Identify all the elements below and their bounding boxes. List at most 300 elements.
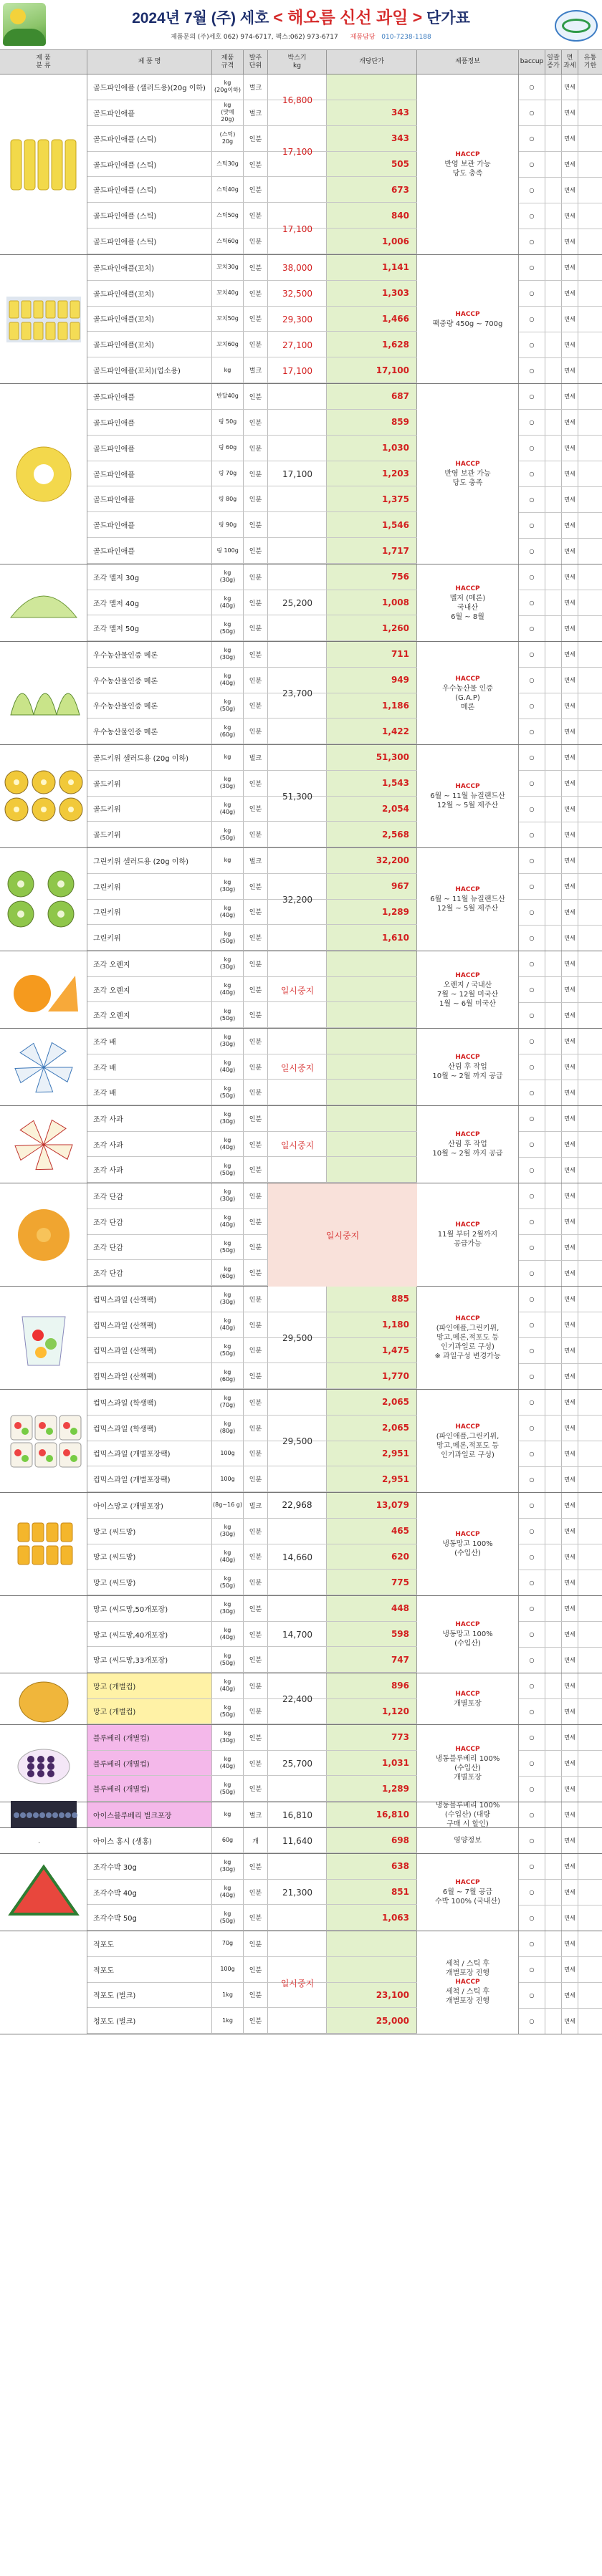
shelf-life-cell [578, 1003, 602, 1028]
order-unit: 인분 [244, 1854, 268, 1879]
product-spec: 링 70g [212, 461, 244, 486]
shelf-life-cell [578, 1751, 602, 1776]
orange-image [0, 951, 87, 1028]
table-row[interactable] [87, 100, 417, 126]
product-name: 조각 오렌지 [87, 977, 212, 1002]
table-row[interactable] [87, 797, 417, 822]
kg-price-cell: 22,968 [268, 1493, 327, 1518]
increase-cell [545, 436, 562, 461]
increase-cell [545, 1751, 562, 1776]
shelf-life-cell [578, 1570, 602, 1595]
shelf-life-cell [578, 1287, 602, 1312]
increase-cell [545, 616, 562, 641]
baccup-mark: ○ [519, 100, 545, 125]
kg-price-cell [268, 384, 327, 409]
info-line: 당도 충족 [452, 479, 483, 487]
kg-price-cell [268, 1699, 327, 1724]
table-row[interactable] [87, 1905, 417, 1931]
product-name: 골드키위 [87, 822, 212, 847]
table-row[interactable] [87, 1493, 417, 1519]
info-line: 당도 충족 [452, 170, 483, 178]
product-name: 망고 (개별컵) [87, 1699, 212, 1724]
table-row[interactable] [87, 1802, 417, 1827]
table-row[interactable] [87, 177, 417, 203]
table-row[interactable] [87, 951, 417, 977]
table-row[interactable] [87, 1260, 417, 1286]
product-spec: kg (50g) [212, 1235, 244, 1260]
order-unit: 인분 [244, 1905, 268, 1930]
shelf-life-cell [578, 1054, 602, 1080]
table-row[interactable] [87, 2008, 417, 2034]
kg-price-cell [268, 925, 327, 950]
baccup-mark: ○ [519, 332, 545, 357]
table-row[interactable] [87, 1466, 417, 1492]
table-row[interactable] [87, 1828, 417, 1853]
unit-price [327, 1002, 417, 1027]
shelf-life-cell [578, 100, 602, 125]
info-line: 오렌지 / 국내산 [443, 981, 492, 989]
order-unit: 인분 [244, 1957, 268, 1982]
flag-row [519, 1106, 602, 1132]
product-spec: 스틱60g [212, 229, 244, 254]
product-name: 골드파인애플 (스틱) [87, 203, 212, 228]
order-unit: 인분 [244, 1157, 268, 1182]
kg-price: 일시중지 [268, 1183, 417, 1287]
product-spec: kg (30g) [212, 1183, 244, 1208]
baccup-mark: ○ [519, 178, 545, 203]
table-row[interactable] [87, 590, 417, 616]
baccup-mark: ○ [519, 487, 545, 512]
table-row[interactable] [87, 461, 417, 487]
col-tax: 면 과세 [562, 50, 578, 74]
table-row[interactable] [87, 1338, 417, 1364]
product-info [417, 745, 519, 847]
kg-price-cell [268, 1312, 327, 1337]
table-row[interactable] [87, 771, 417, 797]
table-row[interactable] [87, 255, 417, 281]
flag-row [519, 1441, 602, 1467]
table-row[interactable] [87, 668, 417, 693]
baccup-mark: ○ [519, 1493, 545, 1518]
shelf-life-cell [578, 1699, 602, 1724]
order-unit: 인분 [244, 436, 268, 461]
table-row[interactable] [87, 693, 417, 719]
kg-price-cell [268, 1132, 327, 1157]
flag-row [519, 590, 602, 616]
tax-status: 면세 [562, 951, 578, 976]
product-spec: kg (30g) [212, 564, 244, 590]
table-row[interactable] [87, 486, 417, 512]
table-row[interactable] [87, 357, 417, 383]
baccup-mark: ○ [519, 874, 545, 899]
table-row[interactable] [87, 1441, 417, 1467]
flag-row [519, 926, 602, 951]
table-row[interactable] [87, 538, 417, 564]
product-spec: kg (맛예 20g) [212, 100, 244, 125]
group-rows [87, 642, 417, 744]
table-row[interactable] [87, 1596, 417, 1622]
shelf-life-cell [578, 1183, 602, 1208]
tax-status: 면세 [562, 1183, 578, 1208]
table-row[interactable] [87, 745, 417, 771]
table-row[interactable] [87, 1544, 417, 1570]
flag-row [519, 2009, 602, 2034]
increase-cell [545, 1003, 562, 1028]
kg-price-cell [268, 745, 327, 770]
haccp-label: HACCP [455, 1531, 480, 1538]
baccup-mark: ○ [519, 436, 545, 461]
product-name: 조각 단감 [87, 1235, 212, 1260]
kg-price-cell [268, 1802, 327, 1827]
table-row[interactable] [87, 1699, 417, 1725]
kg-price: 17,100 [282, 469, 312, 479]
table-row[interactable] [87, 1235, 417, 1261]
product-group [0, 1854, 602, 1931]
kg-price-cell [268, 1854, 327, 1879]
haccp-label: HACCP [455, 1315, 480, 1322]
info-line: 냉동블루베리 100% [435, 1754, 500, 1763]
baccup-mark: ○ [519, 1983, 545, 2008]
order-unit: 인분 [244, 1312, 268, 1337]
price-table [0, 50, 602, 2034]
table-row[interactable] [87, 1029, 417, 1054]
kg-price-cell [268, 642, 327, 667]
info-line: 공급가능 [454, 1240, 482, 1248]
contact-phone[interactable]: 010-7238-1188 [381, 34, 431, 41]
tax-status: 면세 [562, 1751, 578, 1776]
table-row[interactable] [87, 925, 417, 951]
table-row[interactable] [87, 436, 417, 461]
shelf-life-cell [578, 1209, 602, 1234]
kg-price-cell [268, 1466, 327, 1491]
table-row[interactable] [87, 900, 417, 926]
increase-cell [545, 539, 562, 564]
kg-price-cell [268, 564, 327, 590]
product-name: 골드파인애플 (스틱) [87, 126, 212, 151]
info-line: 산림 후 작업 [448, 1063, 487, 1071]
table-row[interactable] [87, 1080, 417, 1105]
product-name: 망고 (씨드망) [87, 1544, 212, 1570]
table-row[interactable] [87, 75, 417, 100]
flag-row [519, 1261, 602, 1286]
table-row[interactable] [87, 1390, 417, 1416]
group-flags [519, 384, 602, 564]
order-unit: 인분 [244, 925, 268, 950]
baccup-mark: ○ [519, 1364, 545, 1389]
increase-cell [545, 1467, 562, 1492]
table-row[interactable] [87, 1647, 417, 1673]
watermelon-image [0, 1854, 87, 1931]
increase-cell [545, 822, 562, 847]
baccup-mark: ○ [519, 642, 545, 667]
melon-chunks-image [0, 564, 87, 641]
unit-price: 23,100 [327, 1983, 417, 2008]
unit-price: 698 [327, 1828, 417, 1852]
tax-status: 면세 [562, 1596, 578, 1621]
baccup-mark: ○ [519, 255, 545, 280]
baccup-mark: ○ [519, 1905, 545, 1931]
order-unit: 인분 [244, 486, 268, 511]
increase-cell [545, 513, 562, 538]
unit-price: 1,770 [327, 1363, 417, 1388]
unit-price: 2,568 [327, 822, 417, 847]
product-spec: 60g [212, 1828, 244, 1852]
kg-price-cell [268, 1106, 327, 1131]
flag-row [519, 1983, 602, 2009]
order-unit: 인분 [244, 951, 268, 976]
order-unit: 인분 [244, 1235, 268, 1260]
shelf-life-cell [578, 255, 602, 280]
order-unit: 벌크 [244, 357, 268, 383]
table-row[interactable] [87, 1931, 417, 1957]
shelf-life-cell [578, 797, 602, 822]
table-row[interactable] [87, 642, 417, 668]
baccup-mark: ○ [519, 1287, 545, 1312]
product-name: 우수농산물인증 메론 [87, 668, 212, 693]
table-row[interactable] [87, 332, 417, 357]
kg-price: 21,300 [282, 1888, 312, 1898]
product-name: 조각 단감 [87, 1209, 212, 1234]
increase-cell [545, 1983, 562, 2008]
table-row[interactable] [87, 1416, 417, 1441]
product-spec: kg (50g) [212, 1338, 244, 1363]
shelf-life-cell [578, 203, 602, 229]
table-row[interactable] [87, 512, 417, 538]
table-row[interactable] [87, 1519, 417, 1544]
kg-price-cell [268, 1570, 327, 1595]
increase-cell [545, 797, 562, 822]
flag-row [519, 255, 602, 281]
product-name: 골드파인애플 [87, 486, 212, 511]
flag-row [519, 1648, 602, 1673]
product-spec: kg (60g) [212, 1363, 244, 1388]
table-row[interactable] [87, 152, 417, 178]
baccup-mark: ○ [519, 1931, 545, 1956]
table-row[interactable] [87, 1957, 417, 1983]
small-mark-image [0, 1828, 87, 1853]
unit-price: 1,289 [327, 900, 417, 925]
table-row[interactable] [87, 1673, 417, 1699]
table-row[interactable] [87, 1209, 417, 1235]
info-line: 메론 [460, 703, 475, 711]
product-spec: 링 60g [212, 436, 244, 461]
shelf-life-cell [578, 719, 602, 744]
table-row[interactable] [87, 1983, 417, 2009]
flag-row [519, 900, 602, 926]
kg-price: 29,500 [282, 1333, 312, 1343]
table-row[interactable] [87, 126, 417, 152]
group-flags [519, 1673, 602, 1724]
table-row[interactable] [87, 1776, 417, 1802]
order-unit: 인분 [244, 203, 268, 228]
group-rows [87, 848, 417, 951]
table-row[interactable] [87, 1287, 417, 1312]
table-row[interactable] [87, 203, 417, 229]
tax-status: 면세 [562, 1209, 578, 1234]
product-spec: kg (50g) [212, 925, 244, 950]
product-name: 컵믹스과일 (산책팩) [87, 1287, 212, 1312]
tax-status: 면세 [562, 281, 578, 306]
table-row[interactable] [87, 1622, 417, 1648]
table-row[interactable] [87, 1751, 417, 1777]
shelf-life-cell [578, 822, 602, 847]
kg-price-cell [268, 461, 327, 486]
kg-price-cell [268, 126, 327, 151]
kg-price-cell [268, 1054, 327, 1080]
product-spec: kg (40g) [212, 900, 244, 925]
kg-price: 38,000 [282, 263, 312, 273]
shelf-life-cell [578, 539, 602, 564]
table-row[interactable] [87, 1002, 417, 1028]
unit-price: 343 [327, 126, 417, 151]
unit-price [327, 1931, 417, 1956]
product-name: 아이스블루베리 벌크포장 [87, 1802, 212, 1827]
group-rows [87, 1596, 417, 1673]
mango-cubes-image [0, 1596, 87, 1673]
unit-price: 638 [327, 1854, 417, 1879]
table-row[interactable] [87, 1880, 417, 1905]
kg-price: 22,400 [282, 1694, 312, 1704]
table-row[interactable] [87, 229, 417, 254]
order-unit: 인분 [244, 719, 268, 744]
order-unit: 인분 [244, 1983, 268, 2008]
product-name: 골드키위 [87, 771, 212, 796]
baccup-mark: ○ [519, 1261, 545, 1286]
info-line: 7월 ~ 12월 미국산 [436, 990, 499, 999]
info-line: ※ 과일구성 변경가능 [434, 1352, 501, 1360]
product-group [0, 1183, 602, 1287]
unit-price: 949 [327, 668, 417, 693]
increase-cell [545, 1854, 562, 1879]
table-row[interactable] [87, 384, 417, 410]
shelf-life-cell [578, 281, 602, 306]
kg-price-cell [268, 874, 327, 899]
flag-row [519, 1673, 602, 1699]
table-row[interactable] [87, 1854, 417, 1880]
info-line: 개별포장 진행 [445, 1969, 490, 1977]
sheet-subline: 제품문의 (주)세호 062) 974-6717, 팩스:062) 973-6717 제품담당 010-7238-1188 [171, 34, 431, 41]
tax-status: 면세 [562, 1054, 578, 1080]
product-spec: 꼬치40g [212, 281, 244, 306]
unit-price: 1,289 [327, 1776, 417, 1801]
tax-status: 면세 [562, 126, 578, 151]
haccp-label: HACCP [455, 151, 480, 158]
table-row[interactable] [87, 307, 417, 332]
shelf-life-cell [578, 1725, 602, 1750]
table-row[interactable] [87, 1363, 417, 1389]
product-info [417, 1183, 519, 1286]
tax-status: 면세 [562, 822, 578, 847]
unit-price: 620 [327, 1544, 417, 1570]
kg-price-cell [268, 538, 327, 563]
table-row[interactable] [87, 1725, 417, 1751]
tax-status: 면세 [562, 100, 578, 125]
increase-cell [545, 487, 562, 512]
table-row[interactable] [87, 564, 417, 590]
baccup-mark: ○ [519, 152, 545, 177]
baccup-mark: ○ [519, 771, 545, 796]
order-unit: 인분 [244, 1441, 268, 1466]
order-unit: 인분 [244, 1647, 268, 1672]
increase-cell [545, 229, 562, 254]
table-row[interactable] [87, 822, 417, 847]
flag-row [519, 1003, 602, 1028]
mango-image [0, 1493, 87, 1595]
flag-row [519, 951, 602, 977]
kg-price: 11,640 [282, 1836, 312, 1846]
baccup-mark: ○ [519, 1235, 545, 1260]
order-unit: 벌크 [244, 745, 268, 770]
order-unit: 인분 [244, 668, 268, 693]
haccp-label: HACCP [455, 310, 480, 318]
table-row[interactable] [87, 1054, 417, 1080]
table-row[interactable] [87, 1106, 417, 1132]
baccup-mark: ○ [519, 1158, 545, 1183]
info-line: (수입산) [454, 1640, 481, 1648]
flag-row [519, 1854, 602, 1880]
product-name: 망고 (씨드망,50개포장) [87, 1596, 212, 1621]
baccup-mark: ○ [519, 513, 545, 538]
flag-row [519, 1828, 602, 1853]
group-rows [87, 1854, 417, 1931]
unit-price: 673 [327, 177, 417, 202]
product-name: 그린키위 [87, 900, 212, 925]
table-row[interactable] [87, 977, 417, 1003]
increase-cell [545, 1106, 562, 1131]
unit-price: 2,065 [327, 1390, 417, 1415]
unit-price: 859 [327, 410, 417, 435]
product-spec: 스틱30g [212, 152, 244, 177]
table-row[interactable] [87, 615, 417, 641]
table-row[interactable] [87, 1132, 417, 1158]
product-info [417, 1596, 519, 1673]
table-row[interactable] [87, 1157, 417, 1183]
table-row[interactable] [87, 410, 417, 436]
table-row[interactable] [87, 874, 417, 900]
table-row[interactable] [87, 1570, 417, 1595]
baccup-mark: ○ [519, 977, 545, 1002]
table-row[interactable] [87, 281, 417, 307]
table-row[interactable] [87, 848, 417, 874]
product-spec: 링 100g [212, 538, 244, 563]
col-name: 제 품 명 [87, 50, 212, 74]
pineapple-skewers-image [0, 255, 87, 383]
table-row[interactable] [87, 1183, 417, 1209]
product-spec: 100g [212, 1957, 244, 1982]
product-spec: 100g [212, 1441, 244, 1466]
product-name: 골드파인애플(꼬치)(업소용) [87, 357, 212, 383]
order-unit: 인분 [244, 332, 268, 357]
table-row[interactable] [87, 719, 417, 744]
baccup-mark: ○ [519, 1209, 545, 1234]
baccup-mark: ○ [519, 745, 545, 770]
baccup-mark: ○ [519, 1338, 545, 1363]
product-name: 조각 배 [87, 1054, 212, 1080]
tax-status: 면세 [562, 590, 578, 615]
product-spec: kg (40g) [212, 1673, 244, 1698]
haccp-label: HACCP [455, 1745, 480, 1753]
product-spec: kg (30g) [212, 1596, 244, 1621]
info-line: 6월 ~ 8월 [451, 612, 484, 621]
product-spec: 70g [212, 1931, 244, 1956]
kg-price: 14,660 [282, 1552, 312, 1562]
table-row[interactable] [87, 1312, 417, 1338]
group-rows [87, 1106, 417, 1183]
product-name: 조각 사과 [87, 1106, 212, 1131]
info-line: (수입산) (대량 [444, 1811, 491, 1819]
unit-price [327, 1132, 417, 1157]
haccp-label: HACCP [455, 1879, 480, 1886]
